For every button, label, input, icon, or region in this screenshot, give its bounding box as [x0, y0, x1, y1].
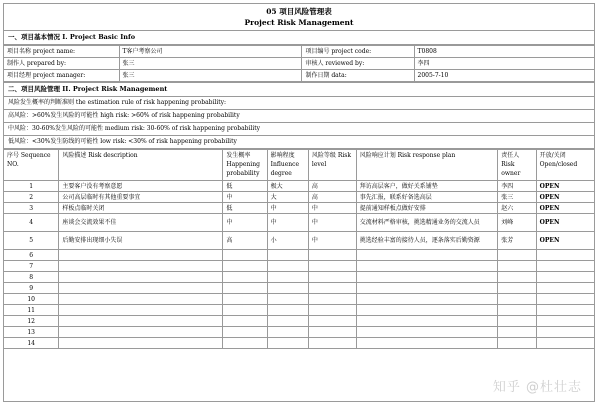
risk-owner: 赵六 [498, 203, 536, 214]
risk-description: 样板点临时关闭 [59, 203, 223, 214]
risk-sequence: 10 [4, 294, 59, 305]
risk-sequence: 4 [4, 214, 59, 232]
reviewed-by-label: 审核人 reviewed by: [302, 58, 414, 70]
empty-cell [498, 283, 536, 294]
risk-level: 高 [308, 181, 356, 192]
risk-response-plan: 拜访高层客户，做好关系铺垫 [356, 181, 498, 192]
header-sequence: 序号 Sequence NO. [4, 150, 59, 181]
risk-influence: 中 [267, 203, 308, 214]
risk-level: 中 [308, 232, 356, 250]
rule-medium-risk: 中风险：30-60%发生风险的可能性 medium risk: 30-60% of risk happening probability [4, 123, 594, 136]
empty-cell [223, 250, 267, 261]
empty-cell [267, 283, 308, 294]
empty-cell [498, 250, 536, 261]
risk-sequence: 14 [4, 338, 59, 349]
table-row [4, 192, 594, 203]
title-english: Project Risk Management [244, 18, 354, 27]
table-row [4, 338, 594, 349]
table-row [4, 261, 594, 272]
empty-cell [536, 283, 594, 294]
empty-cell [267, 327, 308, 338]
risk-status: OPEN [536, 192, 594, 203]
info-row [4, 58, 594, 70]
empty-cell [356, 338, 498, 349]
empty-cell [59, 327, 223, 338]
empty-cell [223, 272, 267, 283]
section-basic-info-heading: 一、项目基本情况 I. Project Basic Info [4, 31, 594, 45]
risk-probability: 高 [223, 232, 267, 250]
empty-cell [267, 305, 308, 316]
info-row [4, 70, 594, 82]
empty-cell [356, 294, 498, 305]
risk-probability: 中 [223, 214, 267, 232]
risk-sequence: 9 [4, 283, 59, 294]
risk-description: 后勤安排出现细小失误 [59, 232, 223, 250]
empty-cell [308, 294, 356, 305]
header-status: 开放/关闭 Open/closed [536, 150, 594, 181]
empty-cell [536, 338, 594, 349]
title-block [4, 4, 594, 31]
risk-management-sheet [3, 3, 595, 402]
date-value: 2005-7-10 [414, 70, 594, 82]
empty-cell [267, 272, 308, 283]
risk-influence: 大 [267, 192, 308, 203]
section-risk-management-heading: 二、项目风险管理 II. Project Risk Management [4, 82, 594, 97]
risk-response-plan: 事先汇报，联系好备选高层 [356, 192, 498, 203]
risk-sequence: 12 [4, 316, 59, 327]
table-row [4, 283, 594, 294]
risk-rows [4, 181, 594, 349]
risk-sequence: 6 [4, 250, 59, 261]
risk-description: 座谈会交流效果不佳 [59, 214, 223, 232]
risk-owner: 张三 [498, 192, 536, 203]
table-row [4, 250, 594, 261]
table-row [4, 232, 594, 250]
risk-probability: 中 [223, 192, 267, 203]
empty-cell [536, 250, 594, 261]
empty-cell [267, 250, 308, 261]
empty-cell [536, 294, 594, 305]
empty-cell [267, 261, 308, 272]
risk-response-plan: 提前通知样板点做好安排 [356, 203, 498, 214]
empty-cell [59, 294, 223, 305]
risk-level: 中 [308, 203, 356, 214]
table-row [4, 316, 594, 327]
empty-cell [356, 316, 498, 327]
risk-probability: 低 [223, 203, 267, 214]
empty-cell [356, 250, 498, 261]
risk-description: 主要客户没有考察意愿 [59, 181, 223, 192]
empty-cell [267, 294, 308, 305]
header-response-plan: 风险响应计划 Risk response plan [356, 150, 498, 181]
empty-cell [59, 261, 223, 272]
header-probability: 发生概率 Happening probability [223, 150, 267, 181]
empty-cell [308, 283, 356, 294]
risk-description: 公司高层临时有其他重要事宜 [59, 192, 223, 203]
title-chinese: 05 项目风险管理表 [266, 7, 332, 16]
empty-cell [356, 327, 498, 338]
prepared-by-label: 制作人 prepared by: [4, 58, 119, 70]
empty-cell [536, 305, 594, 316]
risk-sequence: 3 [4, 203, 59, 214]
watermark: 知乎 @杜壮志 [492, 380, 582, 395]
table-row [4, 203, 594, 214]
rule-low-risk: 低风险：<30%发生防线的可能性 low risk: <30% of risk happening probability [4, 136, 594, 149]
register-header-row [4, 150, 594, 181]
header-risk-owner: 责任人 Risk owner [498, 150, 536, 181]
risk-sequence: 11 [4, 305, 59, 316]
risk-status: OPEN [536, 181, 594, 192]
empty-cell [498, 305, 536, 316]
project-name-value: T客户考察公司 [119, 46, 302, 58]
empty-cell [308, 316, 356, 327]
empty-cell [356, 283, 498, 294]
empty-cell [308, 261, 356, 272]
risk-owner: 李四 [498, 181, 536, 192]
project-code-label: 项目编号 project code: [302, 46, 414, 58]
empty-cell [498, 338, 536, 349]
table-row [4, 305, 594, 316]
empty-cell [223, 294, 267, 305]
risk-response-plan: 交流材料严格审核，挑选精通业务的交流人员 [356, 214, 498, 232]
table-row [4, 327, 594, 338]
risk-probability: 低 [223, 181, 267, 192]
risk-sequence: 1 [4, 181, 59, 192]
risk-register-table [4, 149, 594, 349]
empty-cell [267, 338, 308, 349]
empty-cell [498, 272, 536, 283]
empty-cell [59, 316, 223, 327]
empty-cell [59, 250, 223, 261]
empty-cell [536, 327, 594, 338]
risk-sequence: 13 [4, 327, 59, 338]
empty-cell [223, 327, 267, 338]
empty-cell [223, 316, 267, 327]
table-row [4, 181, 594, 192]
empty-cell [223, 283, 267, 294]
risk-status: OPEN [536, 203, 594, 214]
empty-cell [536, 316, 594, 327]
empty-cell [498, 316, 536, 327]
empty-cell [498, 261, 536, 272]
project-code-value: T0808 [414, 46, 594, 58]
header-risk-description: 风险描述 Risk description [59, 150, 223, 181]
project-manager-value: 张三 [119, 70, 302, 82]
risk-influence: 中 [267, 214, 308, 232]
empty-cell [356, 272, 498, 283]
risk-status: OPEN [536, 232, 594, 250]
risk-owner: 刘峰 [498, 214, 536, 232]
date-label: 制作日期 data: [302, 70, 414, 82]
empty-cell [308, 338, 356, 349]
empty-cell [223, 338, 267, 349]
risk-status: OPEN [536, 214, 594, 232]
empty-cell [356, 261, 498, 272]
risk-level: 中 [308, 214, 356, 232]
info-row [4, 46, 594, 58]
empty-cell [223, 305, 267, 316]
reviewed-by-value: 李四 [414, 58, 594, 70]
risk-sequence: 5 [4, 232, 59, 250]
risk-level: 高 [308, 192, 356, 203]
empty-cell [308, 250, 356, 261]
table-row [4, 272, 594, 283]
empty-cell [267, 316, 308, 327]
table-row [4, 294, 594, 305]
rule-high-risk: 高风险：>60%发生风险的可能性 high risk: >60% of risk happening probability [4, 110, 594, 123]
header-risk-level: 风险等级 Risk level [308, 150, 356, 181]
empty-cell [536, 261, 594, 272]
header-influence: 影响程度 Influence degree [267, 150, 308, 181]
basic-info-table [4, 45, 594, 82]
project-name-label: 项目名称 project name: [4, 46, 119, 58]
empty-cell [356, 305, 498, 316]
prepared-by-value: 张三 [119, 58, 302, 70]
table-row [4, 214, 594, 232]
risk-sequence: 2 [4, 192, 59, 203]
empty-cell [498, 294, 536, 305]
estimation-rule-intro: 风险发生概率的判断准则 the estimation rule of risk happening probability: [4, 97, 594, 110]
empty-cell [59, 283, 223, 294]
risk-sequence: 7 [4, 261, 59, 272]
risk-sequence: 8 [4, 272, 59, 283]
empty-cell [308, 305, 356, 316]
risk-influence: 小 [267, 232, 308, 250]
risk-owner: 张芳 [498, 232, 536, 250]
empty-cell [308, 272, 356, 283]
risk-response-plan: 挑选经验丰富的接待人员，逐条落实后勤资源 [356, 232, 498, 250]
empty-cell [59, 338, 223, 349]
empty-cell [59, 305, 223, 316]
empty-cell [59, 272, 223, 283]
project-manager-label: 项目经理 project manager: [4, 70, 119, 82]
empty-cell [536, 272, 594, 283]
empty-cell [498, 327, 536, 338]
empty-cell [308, 327, 356, 338]
empty-cell [223, 261, 267, 272]
risk-influence: 极大 [267, 181, 308, 192]
